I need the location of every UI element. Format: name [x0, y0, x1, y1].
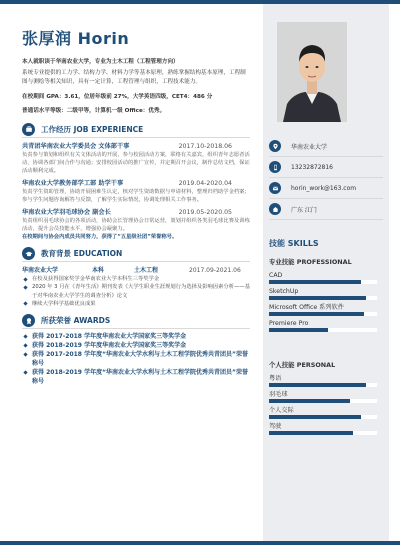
skill-bar	[269, 415, 377, 419]
skill-bar-fill	[269, 280, 361, 284]
job-org: 华南农业大学教务部学工部 助学干事	[22, 179, 124, 187]
personal-skills-title: 个人技能 PERSONAL	[269, 361, 336, 369]
awards-list	[22, 332, 250, 386]
location-pin-icon	[269, 140, 281, 152]
list-item: 获得 2017-2018 学年度“华南农业大学水利与土木工程学院优秀共青团员”荣誉称号	[22, 350, 250, 368]
skill-item	[269, 374, 381, 387]
skill-item	[269, 406, 381, 419]
job-item	[22, 179, 250, 204]
job-date: 2019.05-2020.05	[178, 208, 232, 216]
skill-bar	[269, 328, 377, 332]
bottom-accent-bar	[0, 541, 400, 545]
education-section-title: 教育背景 EDUCATION	[41, 249, 123, 259]
awards-section-title: 所获荣誉 AWARDS	[41, 316, 111, 326]
skill-bar	[269, 280, 377, 284]
skill-bar-fill	[269, 431, 353, 435]
skill-item	[269, 287, 381, 300]
skill-item	[269, 303, 381, 316]
skill-bar	[269, 296, 377, 300]
intro-line: 普通话水平等级：二级甲等，计算机一级 Office：优秀。	[22, 108, 166, 114]
skill-item	[269, 319, 381, 332]
skill-bar	[269, 431, 377, 435]
skill-bar-fill	[269, 383, 366, 387]
skill-item	[269, 271, 381, 284]
phone-icon	[269, 161, 281, 173]
awards-section-header	[22, 314, 250, 329]
skill-label: 粤语	[269, 375, 282, 382]
briefcase-icon	[22, 123, 35, 136]
skill-bar	[269, 312, 377, 316]
skill-label: Microsoft Office 系列软件	[269, 304, 344, 311]
list-item: 获得 2017-2018 学年度华南农业大学国家奖三等奖学金	[22, 332, 250, 341]
skill-label: 羽毛球	[269, 391, 288, 398]
list-item: 在校及获得国家奖学金华南农业大学本科生三等奖学金	[22, 275, 250, 283]
education-section-header	[22, 247, 250, 262]
portrait-image	[277, 22, 347, 122]
sidebar	[263, 4, 389, 541]
work-section-title: 工作经历 JOB EXPERIENCE	[41, 124, 144, 134]
intro-line: 本人就职读于华南农业大学，专业为土木工程（工程管理方向）	[22, 59, 179, 65]
contact-phone-text[interactable]: 13232872816	[291, 163, 333, 171]
intro-block	[22, 58, 250, 117]
intro-line: 在校期间 GPA：3.61，位居年级前 27%，大学英语四级，CET4：486 分	[22, 93, 213, 100]
job-org: 共青团华南农业大学委员会 文体部干事	[22, 142, 130, 150]
skill-label: SketchUp	[269, 288, 299, 295]
education-school: 华南农业大学	[22, 267, 59, 275]
skill-bar-fill	[269, 399, 350, 403]
skill-label: 驾驶	[269, 423, 282, 430]
education-degree: 本科	[92, 267, 105, 275]
contact-school-text: 华南农业大学	[291, 143, 328, 151]
list-item: 2020 年 3 月在《青年生活》期刊发表《大学生职业生涯规划行为选择及影响因素分析——基于对华南农业大学学生的调查分析》论文	[22, 283, 250, 299]
job-item	[22, 208, 250, 241]
skills-section	[269, 238, 381, 438]
skill-bar	[269, 399, 377, 403]
skill-bar-fill	[269, 312, 364, 316]
skill-item	[269, 422, 381, 435]
contact-school	[269, 136, 383, 157]
skill-bar-fill	[269, 415, 361, 419]
education-row	[22, 266, 250, 275]
skill-label: CAD	[269, 272, 283, 279]
list-item: 获得 2018-2019 学年度华南农业大学国家奖三等奖学金	[22, 341, 250, 350]
contact-email-text[interactable]: horin_work@163.com	[291, 184, 357, 192]
job-date: 2019.04-2020.04	[178, 179, 232, 187]
main-column	[22, 26, 250, 386]
award-icon	[22, 314, 35, 327]
contact-email	[269, 178, 383, 199]
skill-bar-fill	[269, 328, 328, 332]
skill-bar-fill	[269, 296, 366, 300]
email-icon	[269, 182, 281, 194]
job-org: 华南农业大学羽毛球协会 副会长	[22, 208, 111, 216]
contact-location-text: 广东 江门	[291, 206, 317, 214]
skill-bar	[269, 383, 377, 387]
skill-label: Premiere Pro	[269, 320, 309, 327]
skills-title: 技能 SKILLS	[269, 239, 319, 248]
job-extra: 在校期间与协会内成员共同努力，获得了“五星级社团”荣誉称号。	[22, 234, 178, 241]
job-desc: 负责参与策划和组织有关文体活动的开展，参与校园活动方案，联络有关嘉宾，组织青年志愿者活动，协调各部门间合作与沟通；安排校园活动的推广宣传，并定期召开会议，制作总结文档，保证活动顺利完成。	[22, 151, 250, 174]
education-date: 2017.09-2021.06	[189, 267, 241, 275]
job-desc: 负责组织羽毛球协会的各项活动，协助会长管理协会日常运营，策划并组织各类羽毛球比赛及训练活动，提升会员技能水平，增强协会凝聚力。	[22, 217, 250, 233]
candidate-name: 张厚润 Horin	[22, 29, 130, 48]
graduation-cap-icon	[22, 247, 35, 260]
job-desc: 负责学生资助管理，协助开展困难生认定，核对学生资助数据与申请材料，整理归档助学金档案；参与学生问题咨询解答与反馈，了解学生实际情况，协调处理相关工作事务。	[22, 188, 250, 203]
education-list	[22, 275, 250, 308]
contact-location	[269, 199, 383, 220]
job-date: 2017.10-2018.06	[178, 142, 232, 150]
job-item	[22, 142, 250, 175]
profile-photo	[277, 22, 347, 122]
list-item: 获得 2018-2019 学年度“华南农业大学水利与土木工程学院优秀共青团员”荣誉称号	[22, 368, 250, 386]
skill-label: 个人交际	[269, 407, 294, 414]
contact-phone	[269, 157, 383, 178]
home-icon	[269, 203, 281, 215]
education-major: 土木工程	[134, 267, 159, 275]
contact-list	[269, 136, 383, 220]
skill-item	[269, 390, 381, 403]
professional-skills-title: 专业技能 PROFESSIONAL	[269, 258, 352, 266]
intro-line: 系统专业提供的工力学、结构力学、材料力学等基本原理，熟练掌握结构基本原理，工程制图与测绘等相关知识，具有一定计算，工程管理与组织，工程技术能力。	[22, 69, 246, 85]
work-section-header	[22, 123, 250, 138]
list-item: 继续大学科学基础优良成果	[22, 300, 250, 308]
